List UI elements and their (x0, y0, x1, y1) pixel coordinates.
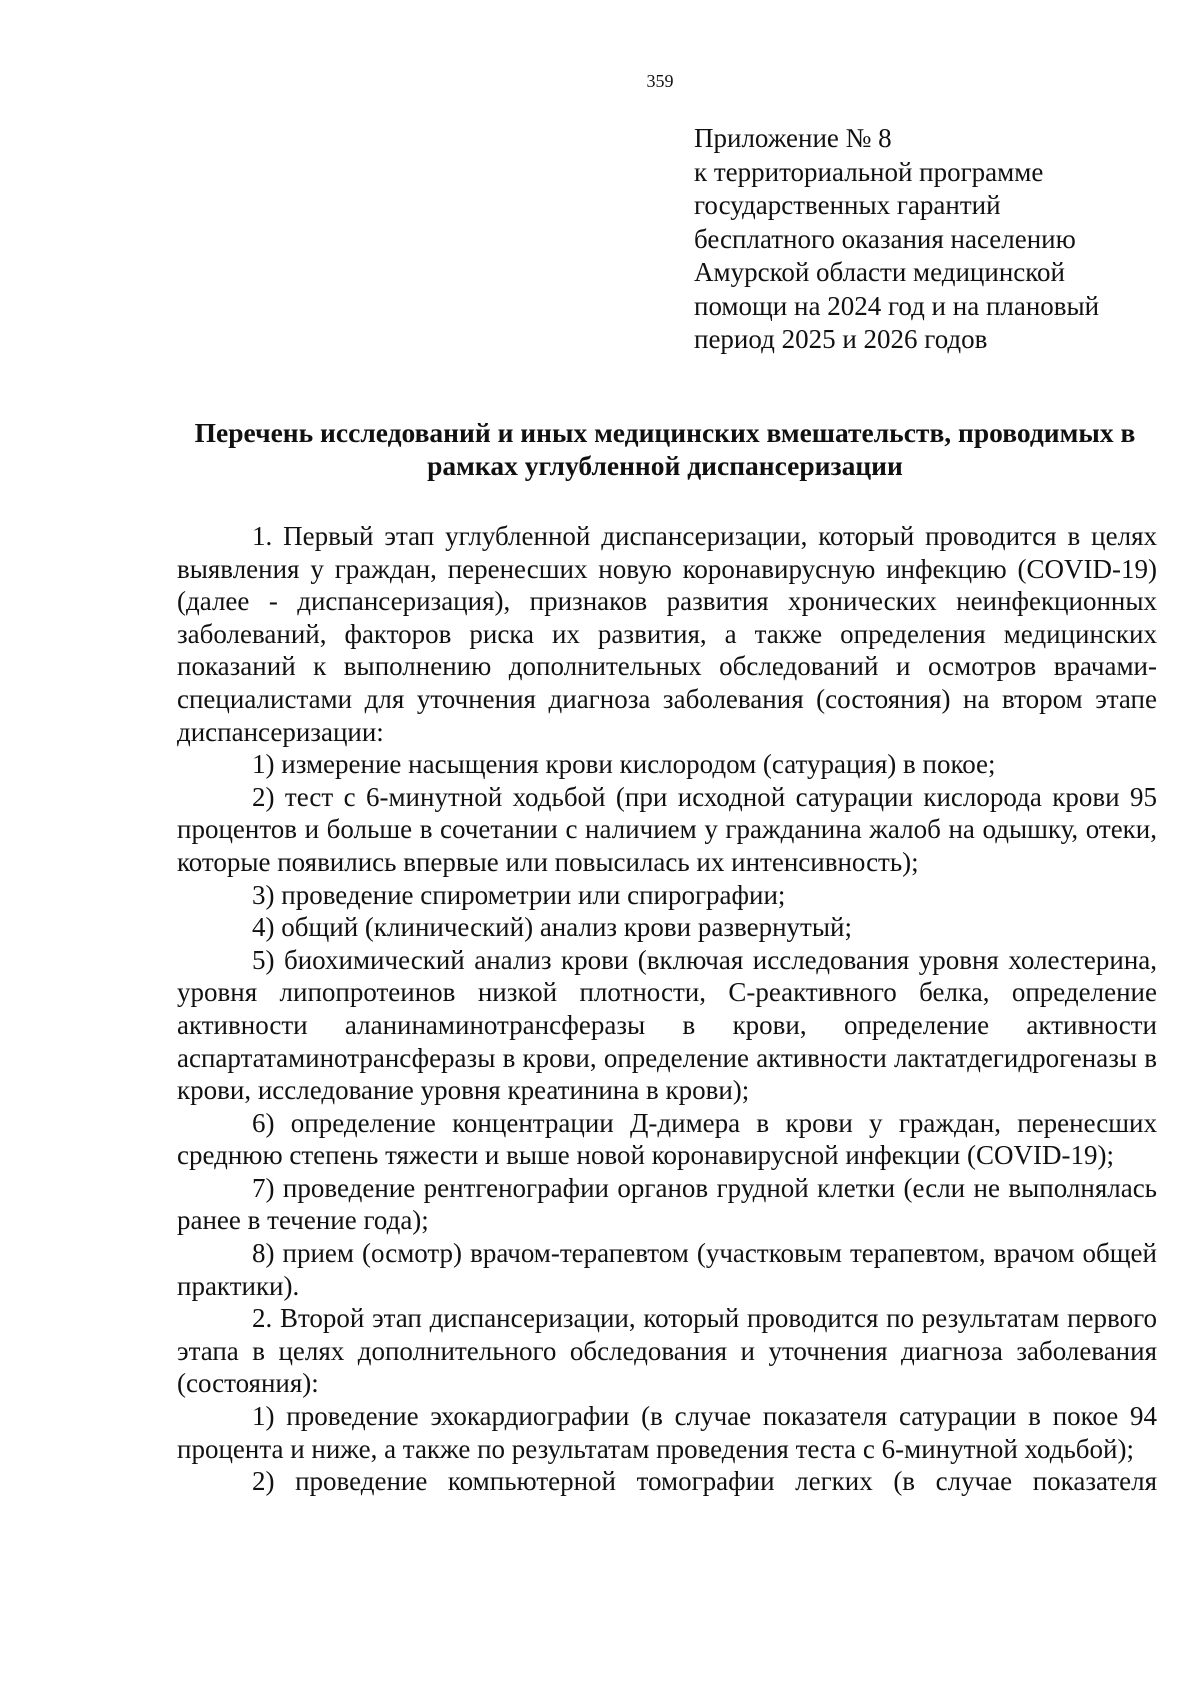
paragraph-stage-1: 1. Первый этап углубленной диспансеризации, который проводится в целях выявления у граждан, перенесших новую коронавирусную инфекцию (COVID-19) (далее - диспансеризация), признаков развития хронических неинфекционных заболеваний, факторов риска их развития, а также определения медицинских показаний к выполнению дополнительных обследований и осмотров врачами-специалистами для уточнения диагноза заболевания (состояния) на втором этапе диспансеризации: (177, 521, 1157, 747)
list-item-1-1: 1) измерение насыщения крови кислородом (сатурация) в покое; (252, 749, 996, 780)
document-body (177, 520, 1157, 1498)
list-item-1-5: 5) биохимический анализ крови (включая исследования уровня холестерина, уровня липопротеинов низкой плотности, С-реактивного белка, определение активности аланинаминотрансферазы в крови, определение активности аспартатаминотрансферазы в крови, определение активности лактатдегидрогеназы в крови, исследование уровня креатинина в крови); (177, 944, 1157, 1106)
list-item-1-8: 8) прием (осмотр) врачом-терапевтом (участковым терапевтом, врачом общей практики). (177, 1238, 1157, 1301)
title-line: рамках углубленной диспансеризации (427, 450, 903, 481)
paragraph-stage-2: 2. Второй этап диспансеризации, который проводится по результатам первого этапа в целях дополнительного обследования и уточнения диагноза заболевания (состояния): (177, 1303, 1157, 1399)
page-number: 359 (646, 71, 674, 91)
list-item-1-7: 7) проведение рентгенографии органов грудной клетки (если не выполнялась ранее в течение года); (177, 1172, 1157, 1236)
appendix-line: Приложение № 8 (694, 123, 892, 153)
appendix-header (694, 122, 1154, 357)
appendix-line: государственных гарантий (694, 190, 1001, 220)
list-item-2-2: 2) проведение компьютерной томографии легких (в случае показателя (252, 1466, 1157, 1497)
appendix-line: бесплатного оказания населению (694, 223, 1076, 254)
document-title (170, 416, 1160, 482)
list-item-2-1: 1) проведение эхокардиографии (в случае показателя сатурации в покое 94 процента и ниже, а также по результатам проведения теста с 6-минутной ходьбой); (177, 1401, 1157, 1464)
list-item-1-2: 2) тест с 6-минутной ходьбой (при исходной сатурации кислорода крови 95 процентов и больше в сочетании с наличием у гражданина жалоб на одышку, отеки, которые появились впервые или повысилась их интенсивность); (177, 781, 1157, 877)
appendix-line: к территориальной программе (694, 156, 1044, 187)
title-line: Перечень исследований и иных медицинских вмешательств, проводимых в (194, 417, 1136, 448)
appendix-line: период 2025 и 2026 годов (694, 324, 988, 354)
list-item-1-6: 6) определение концентрации Д-димера в крови у граждан, перенесших среднюю степень тяжести и выше новой коронавирусной инфекции (COVID-19); (177, 1107, 1157, 1171)
appendix-line: помощи на 2024 год и на плановый (694, 290, 1100, 321)
list-item-1-4: 4) общий (клинический) анализ крови развернутый; (252, 912, 852, 943)
appendix-line: Амурской области медицинской (694, 257, 1065, 287)
list-item-1-3: 3) проведение спирометрии или спирографии; (252, 879, 786, 910)
